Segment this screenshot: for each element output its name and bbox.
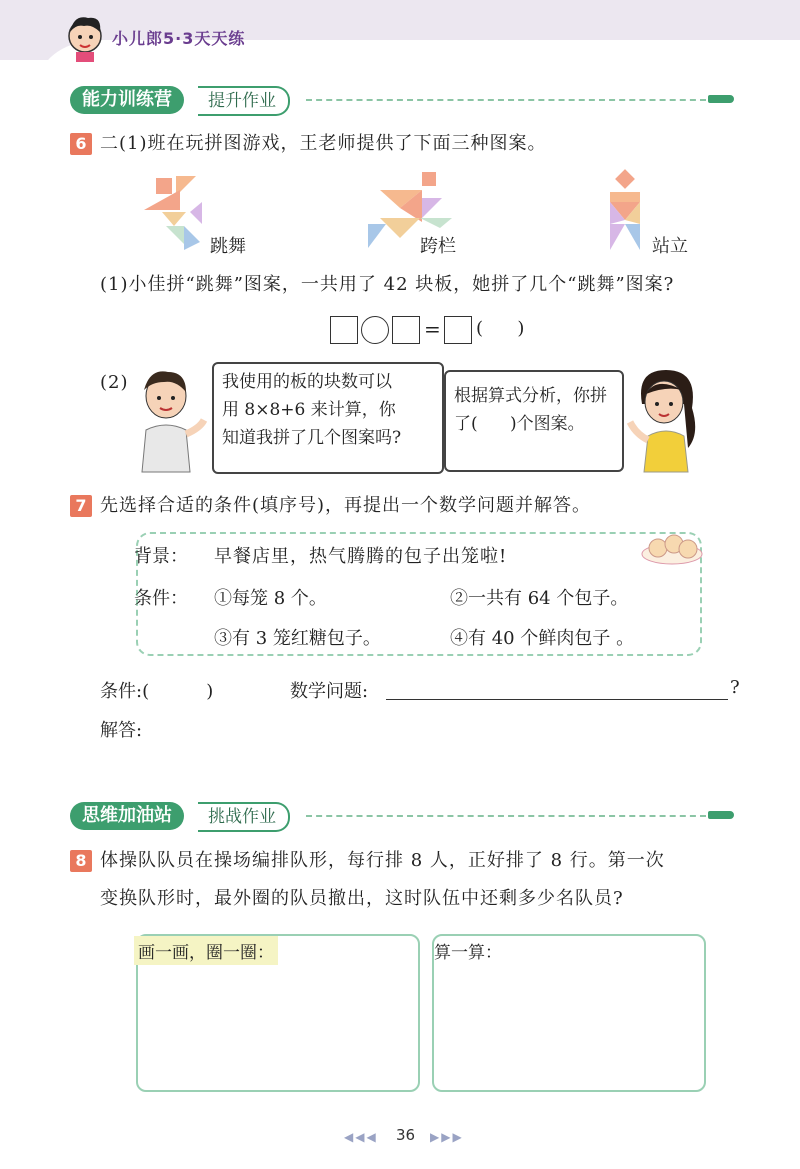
bubble-line: 用 8×8+6 来计算，你 xyxy=(222,400,396,420)
section-subtitle: 挑战作业 xyxy=(198,802,290,832)
pattern-label-hurdle: 跨栏 xyxy=(420,236,456,257)
answer-box[interactable] xyxy=(330,316,358,344)
girl-character-icon xyxy=(626,364,708,474)
condition-item: ①每笼 8 个。 xyxy=(214,588,327,609)
question-text: 先选择合适的条件(填序号)，再提出一个数学问题并解答。 xyxy=(100,495,592,516)
part2-label: (2) xyxy=(100,372,129,393)
question-number: 8 xyxy=(70,850,92,872)
boy-logo-icon xyxy=(62,10,108,62)
equals-sign: = xyxy=(424,317,441,341)
question-text: 二(1)班在玩拼图游戏，王老师提供了下面三种图案。 xyxy=(100,133,547,154)
boy-speech-bubble xyxy=(212,362,444,474)
question-number: 6 xyxy=(70,133,92,155)
bubble-line: 知道我拼了几个图案吗? xyxy=(222,428,402,448)
steamed-buns-icon xyxy=(640,524,704,566)
unit-paren: ( ) xyxy=(476,318,525,339)
question-line: 体操队队员在操场编排队形，每行排 8 人，正好排了 8 行。第一次 xyxy=(100,850,665,871)
condition-item: ②一共有 64 个包子。 xyxy=(450,588,629,609)
boy-character-icon xyxy=(128,364,210,474)
calc-area-label: 算一算： xyxy=(434,943,502,963)
pencil-icon xyxy=(708,95,734,103)
question-answer-line[interactable] xyxy=(386,699,728,700)
section-title: 思维加油站 xyxy=(70,802,184,830)
answer-box[interactable] xyxy=(444,316,472,344)
answer-box[interactable] xyxy=(392,316,420,344)
answer-condition[interactable]: 条件:( ) xyxy=(100,681,214,702)
page-number: 36 xyxy=(396,1126,416,1144)
draw-area-label: 画一画，圈一圈： xyxy=(134,936,278,965)
solution-label: 解答: xyxy=(100,720,143,741)
part1-text: (1)小佳拼“跳舞”图案，一共用了 42 块板，她拼了几个“跳舞”图案? xyxy=(100,274,675,295)
bubble-line: 了( )个图案。 xyxy=(454,414,585,434)
pattern-label-dance: 跳舞 xyxy=(210,236,246,257)
math-question-label: 数学问题: xyxy=(290,681,369,702)
section-divider xyxy=(306,99,706,101)
section-title: 能力训练营 xyxy=(70,86,184,114)
bubble-line: 我使用的板的块数可以 xyxy=(222,372,392,392)
pattern-label-stand: 站立 xyxy=(652,236,688,257)
conditions-label: 条件： xyxy=(134,588,188,609)
prev-arrows: ◀◀◀ xyxy=(344,1130,378,1144)
background-label: 背景： xyxy=(134,546,188,567)
pencil-icon xyxy=(708,811,734,819)
tangram-dance-figure xyxy=(140,172,210,254)
girl-speech-bubble xyxy=(444,370,624,472)
section-divider xyxy=(306,815,706,817)
section-subtitle: 提升作业 xyxy=(198,86,290,116)
condition-item: ③有 3 笼红糖包子。 xyxy=(214,628,381,649)
question-mark: ? xyxy=(730,677,740,698)
next-arrows: ▶▶▶ xyxy=(430,1130,464,1144)
background-text: 早餐店里，热气腾腾的包子出笼啦! xyxy=(214,546,508,567)
tangram-stand-figure xyxy=(606,168,646,254)
brand-title: 小儿郎5·3天天练 xyxy=(112,29,246,48)
operator-circle[interactable] xyxy=(361,316,389,344)
question-line: 变换队形时，最外圈的队员撤出，这时队伍中还剩多少名队员? xyxy=(100,888,624,909)
bubble-line: 根据算式分析，你拼 xyxy=(454,386,607,406)
question-number: 7 xyxy=(70,495,92,517)
condition-item: ④有 40 个鲜肉包子 。 xyxy=(450,628,635,649)
